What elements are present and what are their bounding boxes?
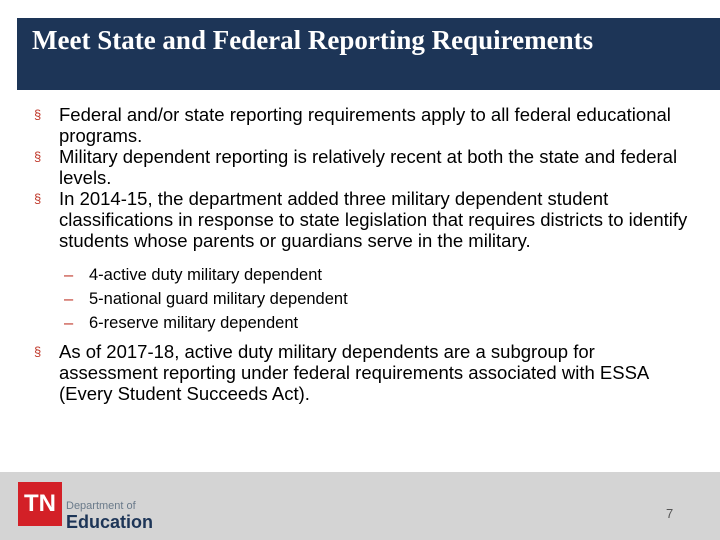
bullet-marker-icon: § [34,191,42,206]
tn-education-logo [18,482,154,534]
sub-bullet-text: 6-reserve military dependent [89,314,299,332]
bullet-marker-icon: § [34,107,42,122]
bullet-text: Federal and/or state reporting requirements apply to all federal educational programs. [59,104,671,146]
bullet-text: As of 2017-18, active duty military dependents are a subgroup for assessment reporting under federal requirements associated with ESSA (Every Student Succeeds Act). [59,341,649,404]
bullet-item [34,146,694,188]
logo-org-text: Education [66,512,154,532]
sub-bullet-text: 4-active duty military dependent [89,266,322,284]
bullet-item [34,104,694,146]
logo-dept-text: Department of [66,500,136,512]
sub-bullet-list [34,263,694,335]
bullet-text: Military dependent reporting is relatively recent at both the state and federal levels. [59,146,678,188]
slide-title: Meet State and Federal Reporting Requirements [32,25,594,55]
bullet-marker-icon: § [34,149,42,164]
dash-icon: – [64,314,74,332]
bullet-item [34,341,694,404]
tn-logo-icon: TN [18,482,62,526]
page-number: 7 [666,506,674,521]
sub-bullet-item [64,287,694,311]
bullet-marker-icon: § [34,344,42,359]
title-bar [17,18,720,90]
dash-icon: – [64,290,74,308]
sub-bullet-text: 5-national guard military dependent [89,290,348,308]
bullet-text: In 2014-15, the department added three military dependent student classifications in response to state legislation that requires districts to identify students whose parents or guardians serve in the military. [59,188,688,251]
sub-bullet-item [64,263,694,287]
sub-bullet-item [64,311,694,335]
dash-icon: – [64,266,74,284]
slide-content [34,104,694,404]
bullet-item [34,188,694,251]
footer-bar [0,472,720,540]
